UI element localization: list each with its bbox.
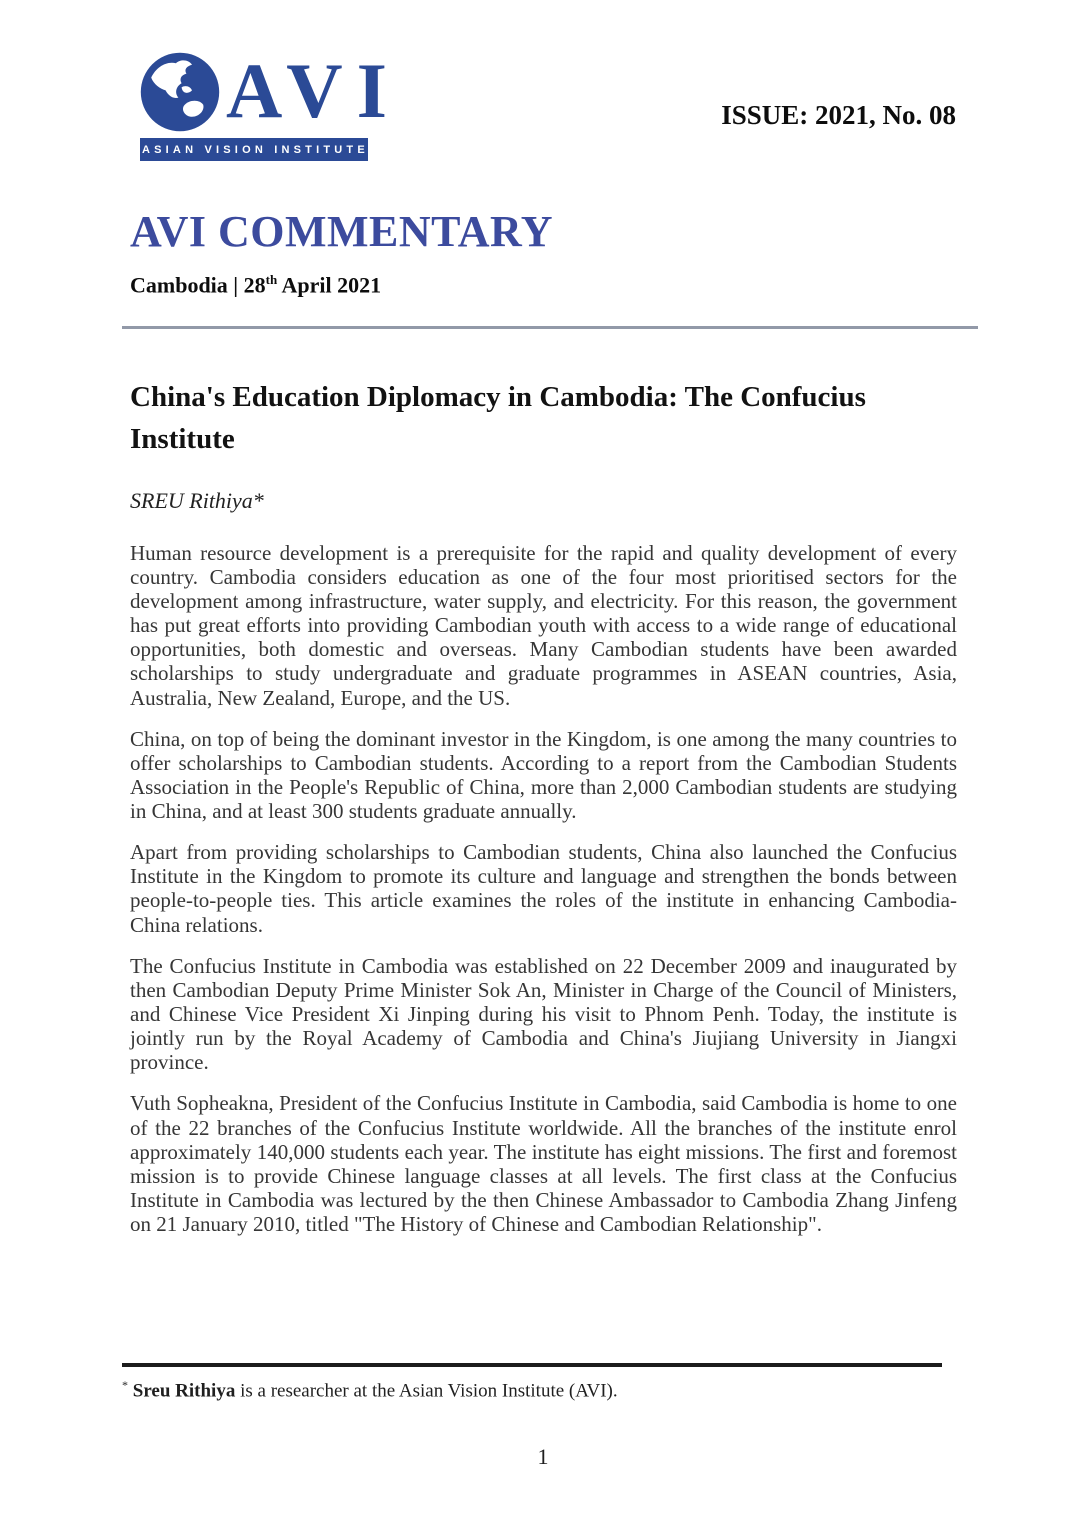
paragraph-5: Vuth Sopheakna, President of the Confucius Institute in Cambodia, said Cambodia is home to one of the 22 branches of the Confucius Institute worldwide. All the branches of the institute enrol approximately 140,000 students each year. The institute has eight missions. The first and foremost mission is to provide Chinese language classes at all levels. The first class at the Confucius Institute in Cambodia was lectured by the then Chinese Ambassador to Cambodia Zhang Jinfeng on 21 January 2010, titled "The History of Chinese and Cambodian Relationship". [130,1091,957,1237]
globe-icon [140,52,220,132]
article-body [130,541,957,1237]
logo-tagline: ASIAN VISION INSTITUTE [140,138,368,161]
footnote [122,1363,942,1402]
avi-logo-row [140,47,401,134]
dateline-ordinal: th [265,272,278,287]
page-number: 1 [537,1444,549,1469]
footnote-marker: * [122,1378,128,1392]
dateline-suffix: April 2021 [277,272,382,298]
article-title: China's Education Diplomacy in Cambodia: The Confucius Institute [130,381,866,456]
commentary-title: AVI COMMENTARY [130,207,554,256]
paragraph-3: Apart from providing scholarships to Cambodian students, China also launched the Confucius Institute in the Kingdom to promote its culture and language and strengthen the bonds between people-to-people ties. This article examines the roles of the institute in enhancing Cambodia-China relations. [130,840,957,937]
avi-logo [140,47,401,161]
article [130,376,957,1236]
paragraph-2: China, on top of being the dominant investor in the Kingdom, is one among the many countries to offer scholarships to Cambodian students. According to a report from the Cambodian Students Association in the People's Republic of China, more than 2,000 Cambodian students are studying in China, and at least 300 students graduate annually. [130,726,957,824]
page-header [140,47,956,161]
logo-acronym: AVI [226,47,401,134]
paragraph-4: The Confucius Institute in Cambodia was established on 22 December 2009 and inaugurated by then Cambodian Deputy Prime Minister Sok An, Minister in Charge of the Council of Ministers, and Chinese Vice President Xi Jinping during his visit to Phnom Penh. Today, the institute is jointly run by the Royal Academy of Cambodia and China's Jiujiang University in Jiangxi province. [130,953,957,1075]
footnote-author: Sreu Rithiya [132,1380,236,1402]
header-divider [122,326,978,329]
masthead [130,206,956,298]
dateline-prefix: Cambodia | 28 [130,272,266,298]
footnote-text: is a researcher at the Asian Vision Institute (AVI). [235,1380,618,1402]
paragraph-1: Human resource development is a prerequisite for the rapid and quality development of every country. Cambodia considers education as one of the four most prioritised sectors for the development among infrastructure, water supply, and electricity. For this reason, the government has put great efforts into providing Cambodian youth with access to a wide range of educational opportunities, both domestic and overseas. Many Cambodian students have been awarded scholarships to study undergraduate and graduate programmes in ASEAN countries, Asia, Australia, New Zealand, Europe, and the US. [130,540,957,710]
dateline [130,272,956,298]
issue-label: ISSUE: 2021, No. 08 [721,100,956,130]
article-author: SREU Rithiya* [130,487,264,513]
